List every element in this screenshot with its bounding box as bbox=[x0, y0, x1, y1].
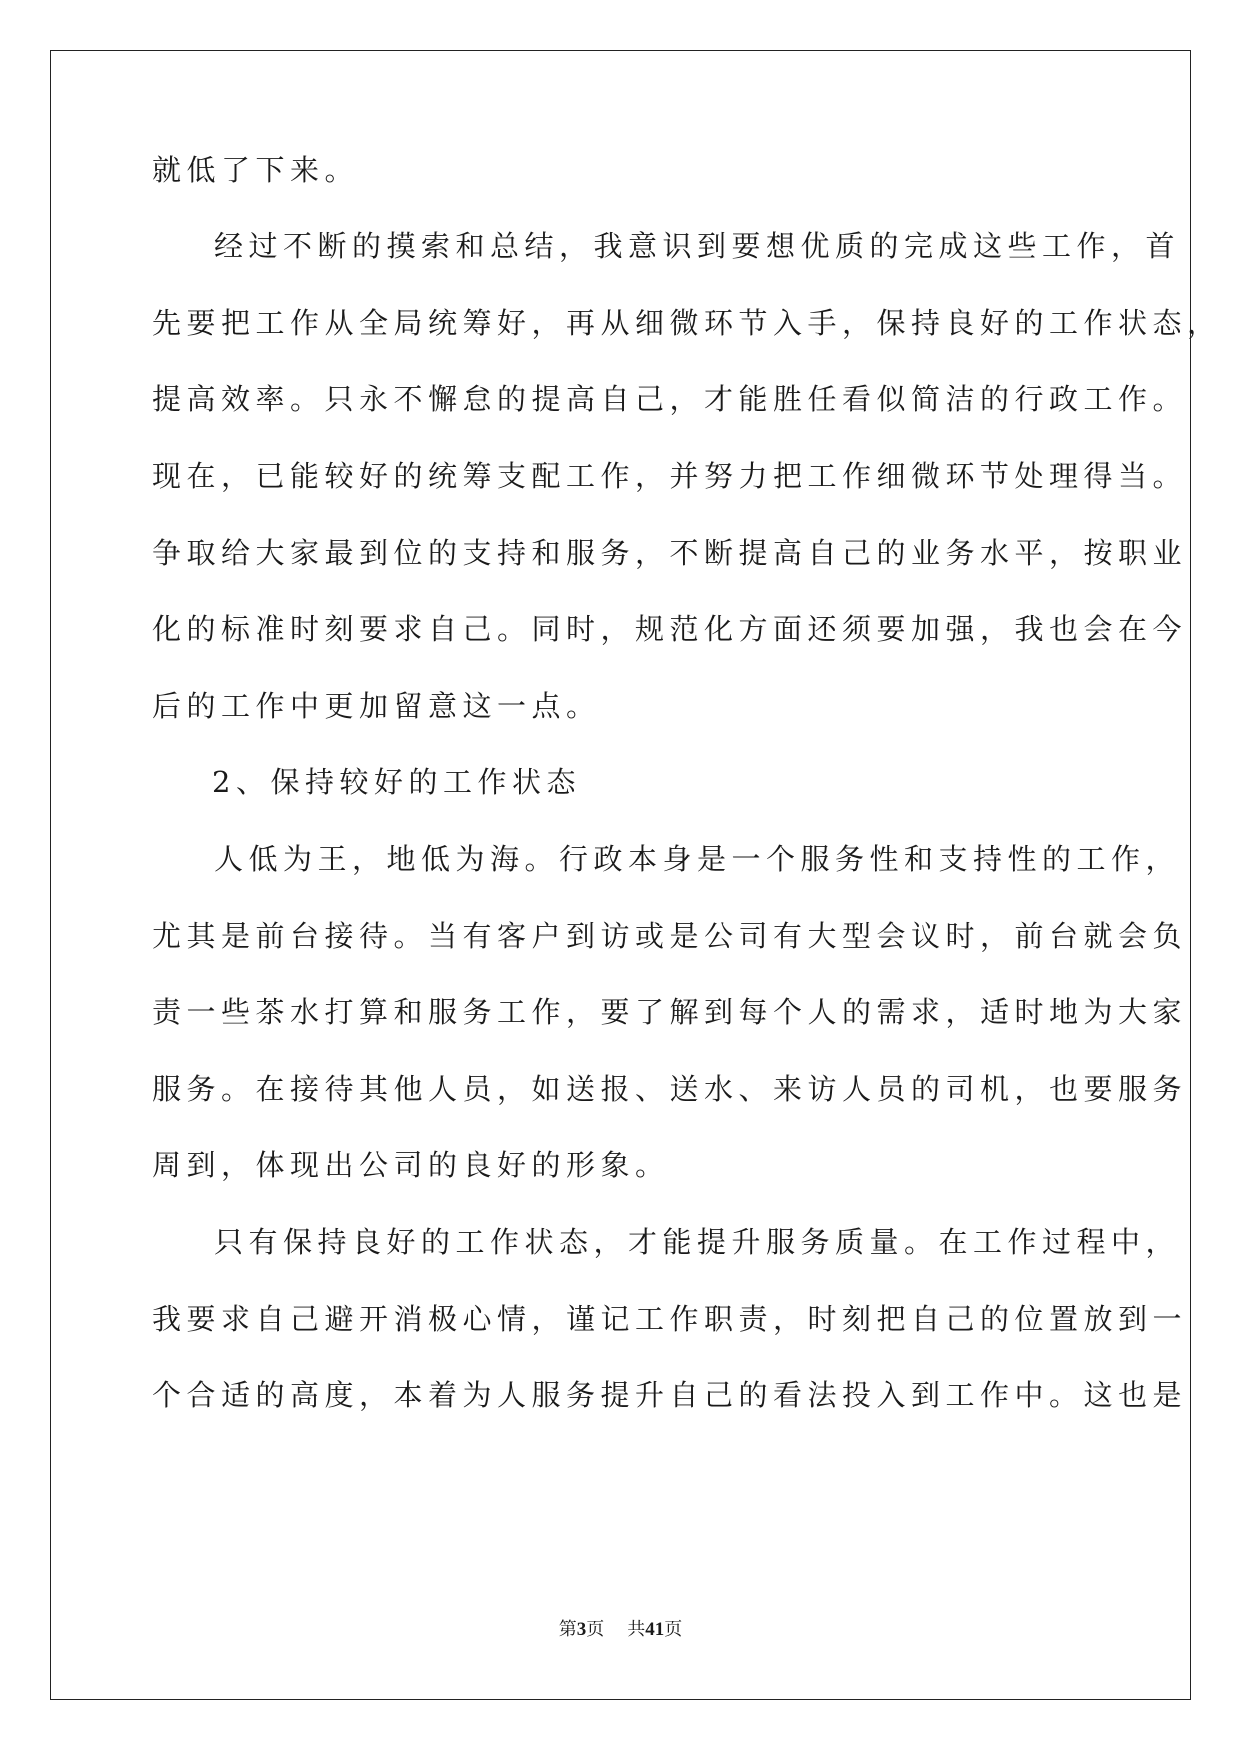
body-line-7: 化的标准时刻要求自己。同时，规范化方面还须要加强，我也会在今 bbox=[152, 612, 1188, 646]
footer-page-word: 页 bbox=[586, 1619, 605, 1640]
body-line-15: 只有保持良好的工作状态，才能提升服务质量。在工作过程中， bbox=[214, 1225, 1181, 1259]
footer-current-page: 3 bbox=[576, 1619, 587, 1640]
body-line-6: 争取给大家最到位的支持和服务，不断提高自己的业务水平，按职业 bbox=[152, 536, 1188, 570]
body-line-16: 我要求自己避开消极心情，谨记工作职责，时刻把自己的位置放到一 bbox=[152, 1302, 1188, 1336]
body-line-17: 个合适的高度，本着为人服务提升自己的看法投入到工作中。这也是 bbox=[152, 1378, 1188, 1412]
page-footer bbox=[0, 1618, 1241, 1642]
body-line-10: 人低为王，地低为海。行政本身是一个服务性和支持性的工作， bbox=[214, 842, 1181, 876]
body-line-14: 周到，体现出公司的良好的形象。 bbox=[152, 1148, 670, 1182]
body-line-3: 先要把工作从全局统筹好，再从细微环节入手，保持良好的工作状态， bbox=[152, 306, 1222, 340]
footer-total-pages: 41 bbox=[645, 1619, 665, 1640]
body-line-2: 经过不断的摸索和总结，我意识到要想优质的完成这些工作，首 bbox=[214, 229, 1181, 263]
body-line-5: 现在，已能较好的统筹支配工作，并努力把工作细微环节处理得当。 bbox=[152, 459, 1188, 493]
body-line-11: 尤其是前台接待。当有客户到访或是公司有大型会议时，前台就会负 bbox=[152, 919, 1188, 953]
body-line-12: 责一些茶水打算和服务工作，要了解到每个人的需求，适时地为大家 bbox=[152, 995, 1188, 1029]
body-line-1: 就低了下来。 bbox=[152, 153, 360, 187]
body-line-13: 服务。在接待其他人员，如送报、送水、来访人员的司机，也要服务 bbox=[152, 1072, 1188, 1106]
body-line-4: 提高效率。只永不懈怠的提高自己，才能胜任看似简洁的行政工作。 bbox=[152, 382, 1188, 416]
footer-prefix: 第 bbox=[558, 1619, 577, 1640]
section-heading: 2、保持较好的工作状态 bbox=[212, 765, 581, 799]
footer-total-prefix: 共 bbox=[627, 1619, 646, 1640]
footer-total-suffix: 页 bbox=[664, 1619, 683, 1640]
body-line-8: 后的工作中更加留意这一点。 bbox=[152, 689, 601, 723]
